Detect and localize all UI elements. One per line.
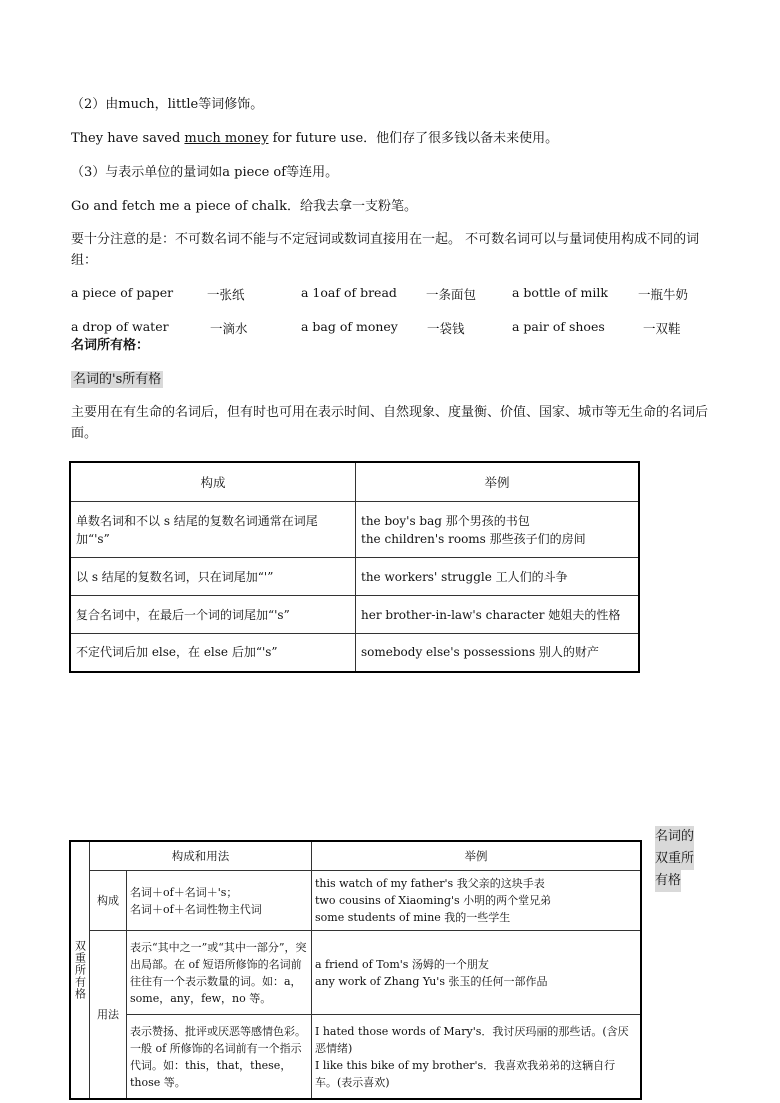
phrase-en: a drop of water [71,319,169,334]
label-line: 有格 [655,870,681,892]
table-row [70,1015,641,1099]
example-line: this watch of my father's 我父亲的这块手表 [315,877,545,891]
example-line: two cousins of Xiaoming's 小明的两个堂兄弟 [315,894,552,908]
table-row [70,596,639,634]
table-header-row [70,841,641,871]
text-line-much-little: （2）由much，little等词修饰。 [71,97,264,112]
underlined-phrase: much money [184,131,269,146]
category-cell: 构成 [90,871,127,931]
phrase-zh: 一袋钱 [427,321,465,336]
phrase-en: a pair of shoes [512,319,605,334]
rule-line: 名词＋of＋名词＋'s； [130,885,238,899]
table-cell: somebody else's possessions 别人的财产 [356,634,640,672]
phrase-en: a piece of paper [71,285,174,300]
label-line: 双重所 [655,848,694,870]
example-line: the children's rooms 那些孩子们的房间 [361,531,586,546]
double-possessive-label [655,826,699,892]
table-cell [312,1015,642,1099]
example-line: I like this bike of my brother's．我喜欢我弟弟的这辆自行车。(表示喜欢) [315,1058,616,1089]
table-cell [127,871,312,931]
table-row [70,931,641,1015]
example-sentence-chalk: Go and fetch me a piece of chalk．给我去拿一支粉笔。 [71,199,417,214]
rule-line: 名词＋of＋名词性物主代词 [130,902,262,916]
table-cell: 复合名词中，在最后一个词的词尾加“'s” [70,596,356,634]
phrase-zh: 一条面包 [426,287,477,302]
row-label: 双重所有格 [73,940,87,1000]
table-header: 举例 [356,462,640,502]
phrase-zh: 一滴水 [210,321,248,336]
table-row [70,634,639,672]
table-row [70,502,639,558]
table-cell [312,931,642,1015]
possessive-table [69,461,640,673]
table-cell: 不定代词后加 else，在 else 后加“'s” [70,634,356,672]
label-line: 名词的 [655,826,694,848]
table-cell: the workers' struggle 工人们的斗争 [356,558,640,596]
section-heading: 名词所有格： [71,338,150,353]
table-cell: 单数名词和不以 s 结尾的复数名词通常在词尾加“'s” [70,502,356,558]
phrase-zh: 一张纸 [207,287,245,302]
table-cell: 表示赞扬、批评或厌恶等感情色彩。一般 of 所修饰的名词前有一个指示代词。如：this，that，these，those 等。 [127,1015,312,1099]
phrase-en: a bottle of milk [512,285,608,300]
category-cell: 用法 [90,931,127,1099]
example-sentence-money [71,130,558,148]
table-header: 举例 [312,841,642,871]
highlighted-label: 名词的's所有格 [73,372,162,387]
sentence-part: for future use．他们存了很多钱以备未来使用。 [268,131,559,146]
table-cell: 表示“其中之一”或“其中一部分”，突出局部。在 of 短语所修饰的名词前往往有一个表示数量的词。如：a，some，any，few，no 等。 [127,931,312,1015]
table-cell [312,871,642,931]
section-description: 主要用在有生命的名词后，但有时也可用在表示时间、自然现象、度量衡、价值、国家、城市等无生命的名词后面。 [71,405,709,441]
example-line: the boy's bag 那个男孩的书包 [361,513,530,528]
table-row [70,558,639,596]
phrase-zh: 一瓶牛奶 [638,287,689,302]
phrase-zh: 一双鞋 [643,321,681,336]
sentence-part: They have saved [71,131,185,146]
example-line: any work of Zhang Yu's 张玉的任何一部作品 [315,974,548,988]
example-line: some students of mine 我的一些学生 [315,911,511,925]
table-cell: 以 s 结尾的复数名词，只在词尾加“'” [70,558,356,596]
row-label-cell [70,841,90,1099]
table-cell [356,502,640,558]
example-line: a friend of Tom's 汤姆的一个朋友 [315,957,489,971]
table-row [70,871,641,931]
example-line: I hated those words of Mary's．我讨厌玛丽的那些话。(含厌恶情绪) [315,1024,629,1055]
table-cell: her brother-in-law's character 她姐夫的性格 [356,596,640,634]
double-possessive-table [69,840,642,1100]
text-line-quantifier: （3）与表示单位的量词如a piece of等连用。 [71,165,339,180]
table-header: 构成和用法 [90,841,312,871]
table-header-row [70,462,639,502]
phrase-en: a 1oaf of bread [301,285,397,300]
phrase-en: a bag of money [301,319,398,334]
note-paragraph: 要十分注意的是：不可数名词不能与不定冠词或数词直接用在一起。 不可数名词可以与量词使用构成不同的词组： [71,232,700,268]
subsection-label [71,371,163,389]
phrase-grid [71,285,711,345]
table-header: 构成 [70,462,356,502]
